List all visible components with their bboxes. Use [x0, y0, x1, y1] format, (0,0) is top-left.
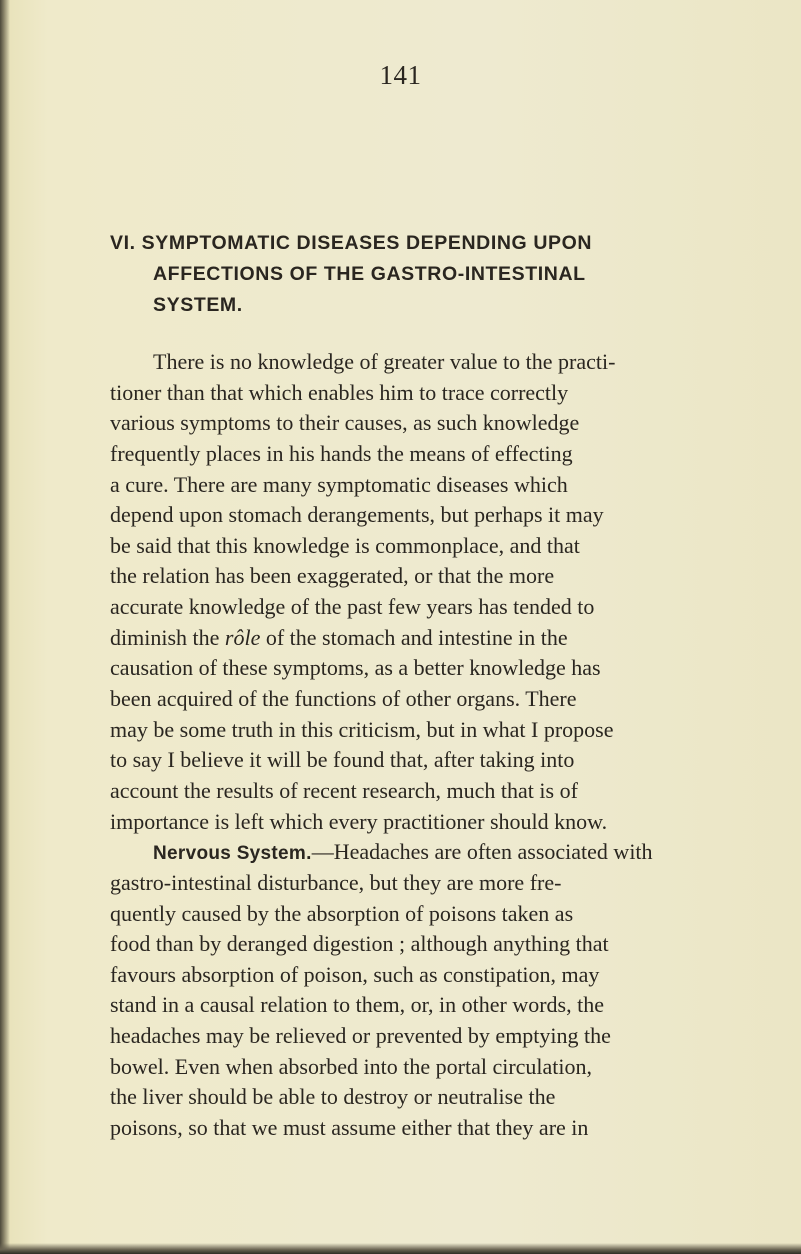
text-line: may be some truth in this criticism, but in what I propose	[110, 716, 614, 742]
run-in-subheading: Nervous System.	[153, 843, 312, 865]
text-line: various symptoms to their causes, as such knowledge	[110, 410, 580, 436]
page-number: 141	[379, 60, 422, 90]
text-line: poisons, so that we must assume either that they are in	[110, 1115, 589, 1141]
section-heading	[110, 228, 730, 321]
text-line: the relation has been exaggerated, or that the more	[110, 563, 555, 589]
text-fragment: diminish the	[110, 624, 225, 650]
page-left-edge-shadow	[0, 0, 10, 1254]
text-fragment: of the stomach and intestine in the	[260, 624, 568, 650]
text-line: been acquired of the functions of other organs. There	[110, 686, 577, 712]
text-line: to say I believe it will be found that, after taking into	[110, 747, 575, 773]
section-heading-line-1: VI. SYMPTOMATIC DISEASES DEPENDING UPON	[110, 232, 593, 254]
text-line: gastro-intestinal disturbance, but they are more fre-	[110, 869, 562, 895]
text-line: depend upon stomach derangements, but perhaps it may	[110, 502, 604, 528]
body-text	[110, 347, 740, 1144]
section-heading-line-3: SYSTEM.	[153, 294, 243, 316]
text-line	[110, 837, 740, 868]
text-line: headaches may be relieved or prevented by emptying the	[110, 1023, 611, 1049]
text-line: a cure. There are many symptomatic diseases which	[110, 471, 568, 497]
text-line: be said that this knowledge is commonplace, and that	[110, 532, 580, 558]
text-line: There is no knowledge of greater value to the practi-	[153, 349, 616, 374]
text-line	[110, 623, 740, 654]
text-fragment: —Headaches are often associated with	[311, 839, 653, 865]
text-line: frequently places in his hands the means of effecting	[110, 440, 573, 466]
text-line: bowel. Even when absorbed into the portal circulation,	[110, 1053, 593, 1079]
text-line: causation of these symptoms, as a better knowledge has	[110, 655, 601, 681]
text-line: favours absorption of poison, such as constipation, may	[110, 961, 600, 987]
text-line: the liver should be able to destroy or neutralise the	[110, 1084, 556, 1110]
text-line: account the results of recent research, much that is of	[110, 777, 578, 803]
text-line: tioner than that which enables him to trace correctly	[110, 379, 569, 405]
text-line: food than by deranged digestion ; although anything that	[110, 931, 609, 957]
text-line: accurate knowledge of the past few years has tended to	[110, 594, 595, 620]
text-line: stand in a causal relation to them, or, in other words, the	[110, 992, 604, 1018]
italic-word: rôle	[224, 624, 261, 650]
text-line: importance is left which every practitioner should know.	[110, 808, 608, 834]
section-heading-line-2: AFFECTIONS OF THE GASTRO-INTESTINAL	[153, 263, 586, 285]
text-line: quently caused by the absorption of poisons taken as	[110, 900, 574, 926]
page-bottom-edge-shadow	[0, 1243, 801, 1254]
